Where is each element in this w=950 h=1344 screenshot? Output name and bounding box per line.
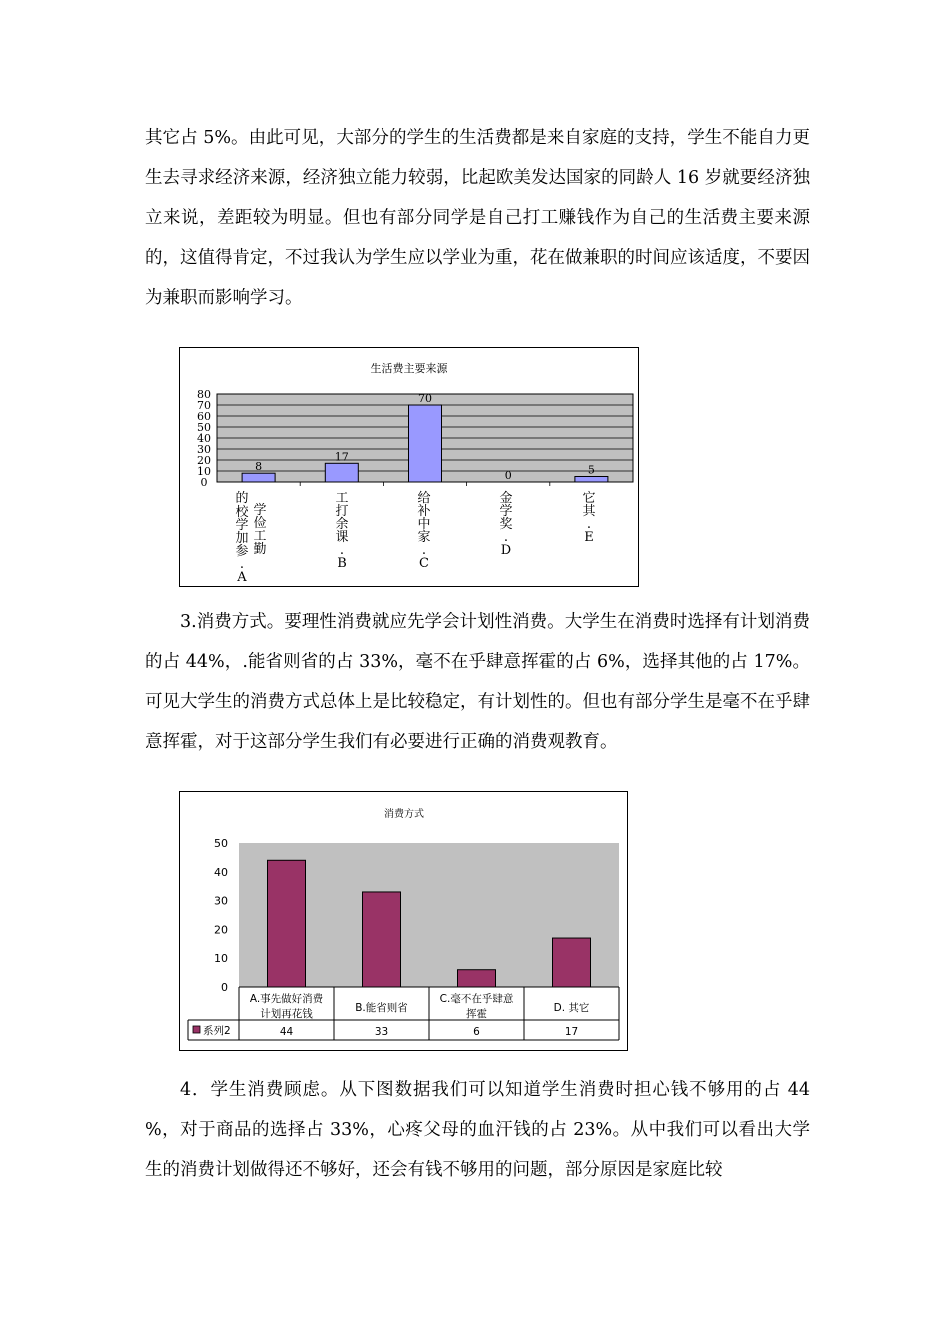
chart2-category-label: D. 其它	[553, 1002, 590, 1014]
chart1-category-char: 学	[253, 503, 267, 518]
chart1-data-label: 0	[504, 469, 512, 482]
chart1-y-tick-label: 20	[197, 454, 211, 467]
chart1-category-char: 家	[417, 530, 431, 545]
chart1-category-char: 俭	[253, 516, 267, 531]
chart2-title: 消费方式	[384, 809, 424, 820]
chart2-y-tick-label: 20	[214, 923, 228, 937]
chart1-svg	[180, 348, 638, 586]
chart2-series-name: 系列2	[203, 1025, 231, 1037]
chart2-table-value: 6	[473, 1026, 480, 1038]
chart2-bar	[363, 892, 401, 987]
chart1-category-char: 打	[335, 504, 349, 519]
chart1-category-char: 其	[582, 504, 596, 519]
chart-living-expense-source	[179, 347, 639, 587]
chart1-category-char: A	[237, 570, 247, 585]
chart1-category-char: .	[339, 543, 345, 558]
chart1-y-tick-label: 10	[197, 465, 211, 478]
chart2-table-value: 44	[279, 1026, 294, 1038]
chart1-category-char: 参	[235, 544, 249, 559]
chart1-title: 生活费主要来源	[370, 362, 448, 375]
chart1-category-char: 奖	[499, 517, 513, 532]
paragraph-consumption-concerns: 4．学生消费顾虑。从下图数据我们可以知道学生消费时担心钱不够用的占 44 %，对于商品的选择占 33%，心疼父母的血汗钱的占 23%。从中我们可以看出大学生的消费计划做得还不够好，还会有钱不够用的问题，部分原因是家庭比较	[145, 1080, 810, 1180]
chart1-bar	[242, 473, 275, 482]
chart1-y-tick-label: 60	[197, 410, 211, 423]
chart1-category-char: 余	[335, 517, 349, 532]
chart-consumption-mode	[179, 791, 628, 1051]
chart2-svg	[180, 792, 627, 1050]
chart2-bar	[268, 860, 306, 987]
chart1-category-char: 勤	[253, 542, 267, 557]
chart1-category-char: 学	[499, 504, 513, 519]
chart1-category-char: E	[584, 530, 594, 545]
chart1-bar	[409, 405, 442, 482]
chart1-category-char: 给	[417, 491, 431, 506]
chart2-bar	[458, 970, 496, 987]
chart1-category-char: 的	[235, 491, 249, 506]
chart1-category-char: 补	[417, 504, 431, 519]
chart2-category-label: A.事先做好消费	[249, 993, 324, 1005]
chart1-category-char: C	[419, 556, 429, 571]
chart2-table-value: 17	[564, 1026, 579, 1038]
chart2-category-label: C.毫不在乎肆意	[439, 993, 514, 1005]
chart2-legend-swatch	[193, 1026, 200, 1033]
chart2-y-tick-label: 0	[221, 981, 228, 994]
chart1-y-tick-label: 0	[200, 476, 208, 489]
chart2-y-tick-label: 30	[214, 894, 228, 908]
chart1-category-char: 金	[499, 491, 513, 506]
chart2-bar	[553, 938, 591, 987]
chart1-bar	[325, 463, 358, 482]
chart1-y-tick-label: 30	[197, 443, 211, 456]
chart1-category-char: 校	[235, 505, 249, 520]
paragraph-income-summary: 其它占 5%。由此可见，大部分的学生的生活费都是来自家庭的支持，学生不能自力更生去寻求经济来源，经济独立能力较弱，比起欧美发达国家的同龄人 16 岁就要经济独立来说，差距较为明显。但也有部分同学是自己打工赚钱作为自己的生活费主要来源的，这值得肯定，不过我认为学生应以学业为重，花在做兼职的时间应该适度，不要因为兼职而影响学习。	[145, 128, 810, 308]
chart1-y-tick-label: 70	[197, 399, 211, 412]
chart2-y-tick-label: 10	[214, 952, 228, 966]
chart2-y-tick-label: 50	[214, 837, 228, 850]
chart1-category-char: 课	[335, 530, 349, 545]
chart2-table-value: 33	[374, 1026, 389, 1038]
chart2-y-tick-label: 40	[214, 865, 228, 879]
chart1-category-char: 它	[582, 491, 596, 506]
chart1-data-label: 17	[334, 450, 349, 464]
chart1-category-char: 工	[335, 491, 349, 506]
chart1-category-char: D	[500, 543, 512, 558]
chart1-data-label: 70	[418, 392, 432, 405]
chart1-y-tick-label: 80	[197, 388, 211, 401]
chart1-category-char: .	[421, 543, 427, 558]
chart1-category-char: 中	[417, 517, 431, 532]
chart1-bar	[575, 477, 608, 483]
chart1-category-char: .	[239, 557, 245, 572]
chart1-category-char: 学	[235, 518, 249, 533]
chart1-category-char: .	[503, 530, 509, 545]
chart1-y-tick-label: 40	[197, 432, 211, 445]
chart2-category-label: 挥霍	[466, 1008, 487, 1020]
chart1-category-char: 加	[235, 531, 249, 546]
chart2-category-label: B.能省则省	[355, 1002, 408, 1014]
chart1-data-label: 5	[587, 463, 595, 477]
chart1-category-char: .	[586, 517, 592, 532]
chart1-category-char: B	[337, 556, 347, 571]
chart1-data-label: 8	[255, 460, 263, 474]
chart1-y-tick-label: 50	[197, 421, 211, 434]
chart1-category-char: 工	[253, 529, 267, 544]
paragraph-consumption-mode: 3.消费方式。要理性消费就应先学会计划性消费。大学生在消费时选择有计划消费的占 44%，.能省则省的占 33%，毫不在乎肆意挥霍的占 6%，选择其他的占 17%。可见大学生的消费方式总体上是比较稳定，有计划性的。但也有部分学生是毫不在乎肆意挥霍，对于这部分学生我们有必要进行正确的消费观教育。	[145, 612, 810, 752]
chart2-category-label: 计划再花钱	[260, 1008, 313, 1020]
